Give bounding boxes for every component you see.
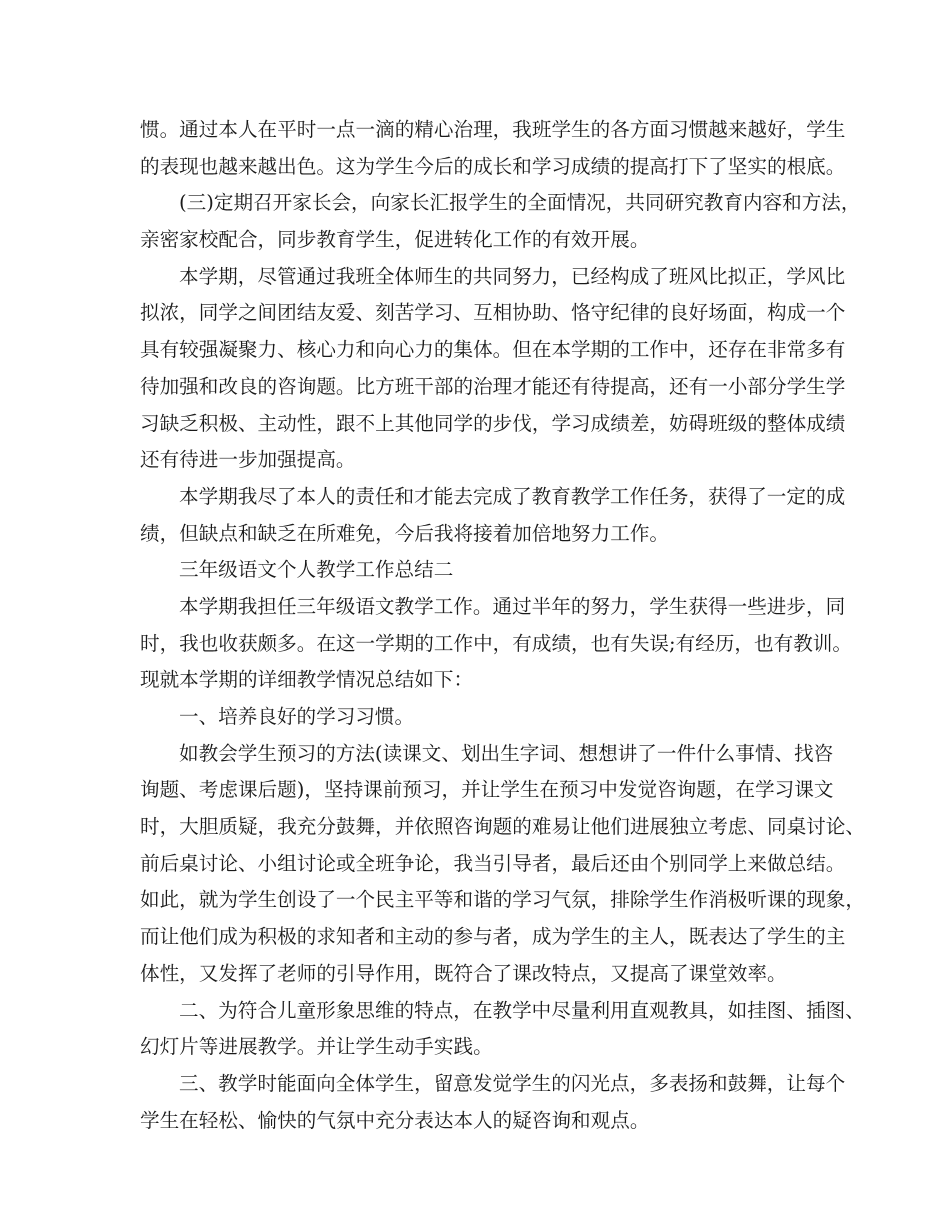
text-line: 的表现也越来越出色。这为学生今后的成长和学习成绩的提高打下了坚实的根底。 <box>140 154 846 178</box>
text-line: 具有较强凝聚力、核心力和向心力的集体。但在本学期的工作中，还存在非常多有 <box>140 338 846 362</box>
text-line: 三、教学时能面向全体学生，留意发觉学生的闪光点，多表扬和鼓舞，让每个 <box>179 1071 846 1095</box>
text-line: 幻灯片等进展教学。并让学生动手实践。 <box>140 1035 493 1059</box>
text-line: 时，我也收获颇多。在这一学期的工作中，有成绩，也有失误;有经历，也有教训。 <box>140 631 852 655</box>
text-line: 本学期我担任三年级语文教学工作。通过半年的努力，学生获得一些进步，同 <box>179 594 846 618</box>
text-line: 前后桌讨论、小组讨论或全班争论，我当引导者，最后还由个别同学上来做总结。 <box>140 851 846 875</box>
text-line: 本学期我尽了本人的责任和才能去完成了教育教学工作任务，获得了一定的成 <box>179 484 846 508</box>
text-line: 现就本学期的详细教学情况总结如下： <box>140 668 474 692</box>
text-line: 学生在轻松、愉快的气氛中充分表达本人的疑咨询和观点。 <box>140 1108 650 1132</box>
text-line: 还有待进一步加强提高。 <box>140 448 356 472</box>
text-line: 三年级语文个人教学工作总结二 <box>179 558 454 582</box>
text-line: 一、培养良好的学习习惯。 <box>179 705 415 728</box>
text-line: 绩，但缺点和缺乏在所难免，今后我将接着加倍地努力工作。 <box>140 521 670 545</box>
text-line: 询题、考虑课后题)，坚持课前预习，并让学生在预习中发觉咨询题，在学习课文 <box>140 778 834 802</box>
text-line: 拟浓，同学之间团结友爱、刻苦学习、互相协助、恪守纪律的良好场面，构成一个 <box>140 301 846 325</box>
text-line: (三)定期召开家长会，向家长汇报学生的全面情况，共同研究教育内容和方法， <box>179 191 861 215</box>
text-line: 惯。通过本人在平时一点一滴的精心治理，我班学生的各方面习惯越来越好，学生 <box>140 118 846 141</box>
text-line: 亲密家校配合，同步教育学生，促进转化工作的有效开展。 <box>140 228 650 252</box>
text-line: 习缺乏积极、主动性，跟不上其他同学的步伐，学习成绩差，妨碍班级的整体成绩 <box>140 411 846 435</box>
text-line: 待加强和改良的咨询题。比方班干部的治理才能还有待提高，还有一小部分学生学 <box>140 374 846 398</box>
text-line: 二、为符合儿童形象思维的特点，在教学中尽量利用直观教具，如挂图、插图、 <box>179 998 865 1022</box>
text-line: 如此，就为学生创设了一个民主平等和谐的学习气氛，排除学生作消极听课的现象， <box>140 888 865 912</box>
text-line: 而让他们成为积极的求知者和主动的参与者，成为学生的主人，既表达了学生的主 <box>140 925 846 949</box>
text-line: 体性，又发挥了老师的引导作用，既符合了课改特点，又提高了课堂效率。 <box>140 961 787 985</box>
text-line: 如教会学生预习的方法(读课文、划出生字词、想想讲了一件什么事情、找咨 <box>179 741 834 765</box>
document-body <box>140 112 865 1139</box>
text-line: 时，大胆质疑，我充分鼓舞，并依照咨询题的难易让他们进展独立考虑、同桌讨论、 <box>140 815 865 839</box>
text-line: 本学期，尽管通过我班全体师生的共同努力，已经构成了班风比拟正，学风比 <box>179 264 846 288</box>
